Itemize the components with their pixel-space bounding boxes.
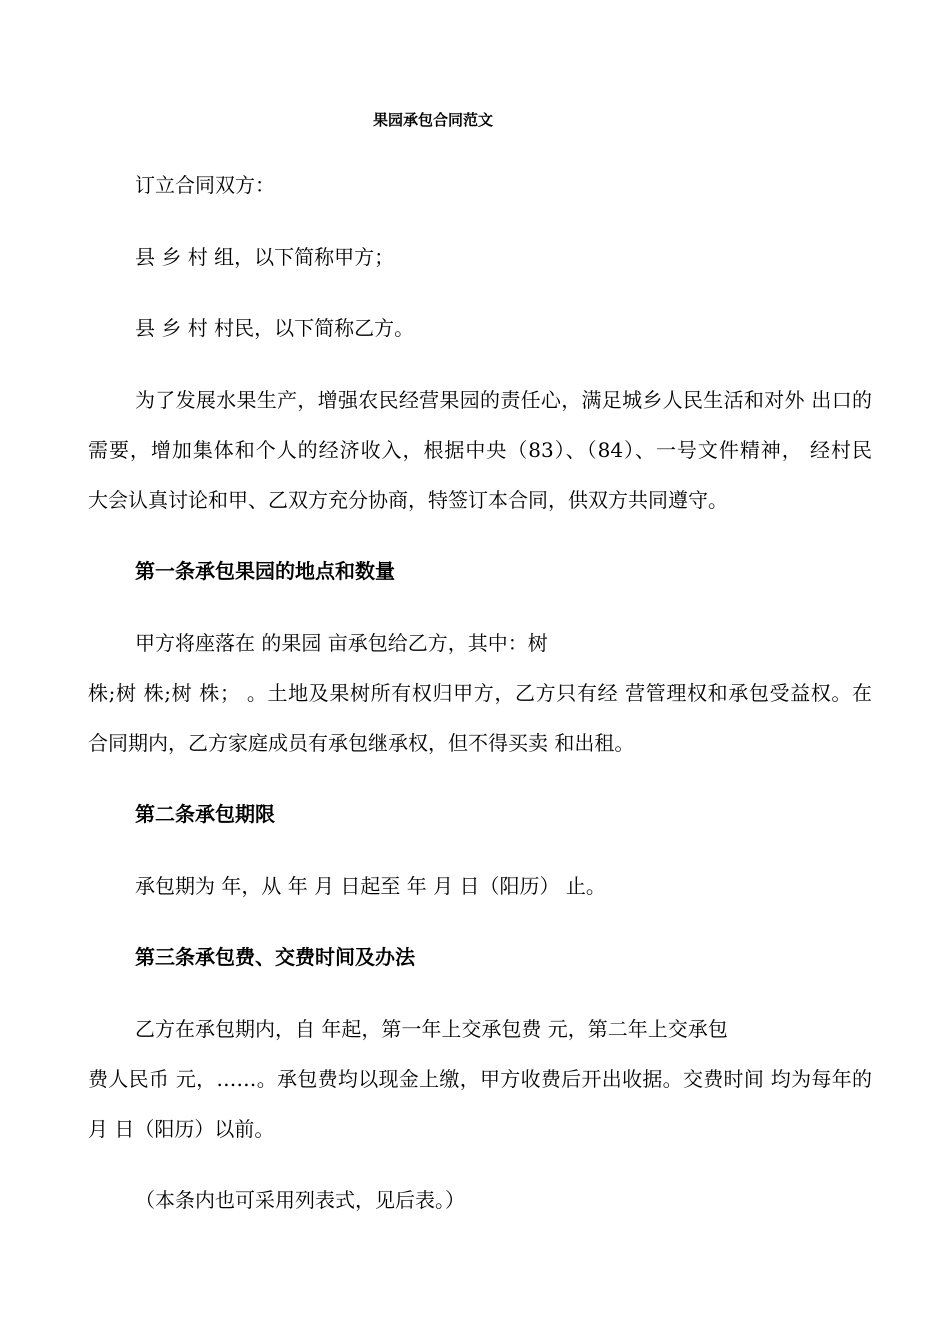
- paragraph-parties-intro: [88, 160, 872, 210]
- article-3-note: [88, 1175, 872, 1225]
- paragraph-party-a: [88, 232, 872, 282]
- text-line: 乙方在承包期内，自 年起，第一年上交承包费 元，第二年上交承包: [135, 1016, 728, 1041]
- text-line: 甲方将座落在 的果园 亩承包给乙方，其中：树: [135, 630, 548, 655]
- document-body: [88, 160, 872, 1247]
- article-3-body: [88, 1004, 872, 1154]
- note-line: （本条内也可采用列表式，见后表。）: [135, 1188, 465, 1212]
- paragraph-party-b: [88, 303, 872, 353]
- paragraph-preamble: [88, 375, 872, 525]
- text-line: 合同期内，乙方家庭成员有承包继承权，但不得买卖 和出租。: [88, 730, 635, 755]
- text-line: 需要，增加集体和个人的经济收入，根据中央（83）、（84）、一号文件精神， 经村民: [88, 437, 872, 462]
- article-heading: 第一条承包果园的地点和数量: [135, 559, 395, 583]
- text-line: 县 乡 村 村民，以下简称乙方。: [135, 316, 415, 340]
- article-1-body: [88, 618, 872, 768]
- text-line: 大会认真讨论和甲、乙双方充分协商，特签订本合同，供双方共同遵守。: [88, 487, 728, 512]
- text-line: 费人民币 元，……。承包费均以现金上缴，甲方收费后开出收据。交费时间 均为每年的: [88, 1066, 872, 1091]
- article-heading: 第二条承包期限: [135, 802, 275, 826]
- article-heading: 第三条承包费、交费时间及办法: [135, 945, 415, 969]
- article-2-body: [88, 861, 872, 911]
- text-line: 订立合同双方：: [135, 173, 275, 197]
- article-2-heading: [88, 789, 872, 839]
- article-1-heading: [88, 546, 872, 596]
- text-line: 月 日（阳历）以前。: [88, 1116, 275, 1141]
- text-line: 承包期为 年，从 年 月 日起至 年 月 日（阳历） 止。: [135, 873, 606, 898]
- article-3-heading: [88, 932, 872, 982]
- text-line: 县 乡 村 组，以下简称甲方；: [135, 244, 395, 269]
- document-title: 果园承包合同范文: [372, 111, 493, 129]
- text-line: 株;树 株;树 株； 。土地及果树所有权归甲方，乙方只有经 营管理权和承包受益权。在: [88, 680, 872, 705]
- text-line: 为了发展水果生产，增强农民经营果园的责任心，满足城乡人民生活和对外 出口的: [135, 387, 872, 412]
